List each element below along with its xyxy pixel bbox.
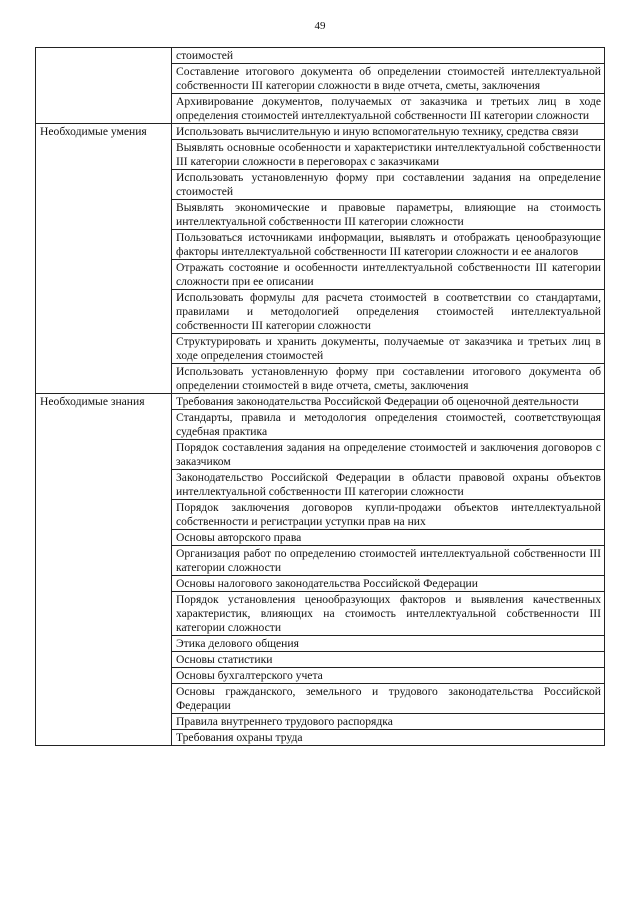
page-number: 49 (314, 20, 326, 32)
table-cell: Выявлять основные особенности и характеристики интеллектуальной собственности III категории сложности в переговорах с заказчиками (172, 140, 605, 170)
table-cell: Использовать вычислительную и иную вспомогательную технику, средства связи (172, 124, 605, 140)
competency-table-body (36, 48, 605, 746)
table-cell: Основы авторского права (172, 530, 605, 546)
table-cell: стоимостей (172, 48, 605, 64)
table-cell: Выявлять экономические и правовые параметры, влияющие на стоимость интеллектуальной собственности III категории сложности (172, 200, 605, 230)
table-cell: Требования законодательства Российской Федерации об оценочной деятельности (172, 394, 605, 410)
table-cell: Основы налогового законодательства Российской Федерации (172, 576, 605, 592)
table-cell: Архивирование документов, получаемых от заказчика и третьих лиц в ходе определения стоимостей интеллектуальной собственности III категории сложности (172, 94, 605, 124)
table-row (36, 124, 605, 140)
table-cell: Использовать установленную форму при составлении итогового документа об определении стоимостей в виде отчета, сметы, заключения (172, 364, 605, 394)
table-cell: Порядок составления задания на определение стоимостей и заключения договоров с заказчиком (172, 440, 605, 470)
competency-table (35, 47, 605, 746)
table-cell: Основы гражданского, земельного и трудового законодательства Российской Федерации (172, 684, 605, 714)
table-cell: Организация работ по определению стоимостей интеллектуальной собственности III категории сложности (172, 546, 605, 576)
group-label (36, 48, 172, 124)
table-row (36, 48, 605, 64)
table-cell: Правила внутреннего трудового распорядка (172, 714, 605, 730)
table-cell: Основы бухгалтерского учета (172, 668, 605, 684)
table-cell: Требования охраны труда (172, 730, 605, 746)
table-cell: Использовать формулы для расчета стоимостей в соответствии со стандартами, правилами и методологией определения стоимостей интеллектуальной собственности III категории сложности (172, 290, 605, 334)
table-cell: Составление итогового документа об определении стоимостей интеллектуальной собственности III категории сложности в виде отчета, сметы, заключения (172, 64, 605, 94)
table-cell: Этика делового общения (172, 636, 605, 652)
table-cell: Структурировать и хранить документы, получаемые от заказчика и третьих лиц в ходе определения стоимостей (172, 334, 605, 364)
table-cell: Порядок установления ценообразующих факторов и выявления качественных характеристик, влияющих на стоимость интеллектуальной собственности III категории сложности (172, 592, 605, 636)
group-label: Необходимые умения (36, 124, 172, 394)
table-cell: Пользоваться источниками информации, выявлять и отображать ценообразующие факторы интеллектуальной собственности III категории сложности и ее аналогов (172, 230, 605, 260)
table-row (36, 394, 605, 410)
table-cell: Законодательство Российской Федерации в области правовой охраны объектов интеллектуальной собственности III категории сложности (172, 470, 605, 500)
group-label: Необходимые знания (36, 394, 172, 746)
table-cell: Использовать установленную форму при составлении задания на определение стоимостей (172, 170, 605, 200)
table-cell: Отражать состояние и особенности интеллектуальной собственности III категории сложности при ее описании (172, 260, 605, 290)
table-cell: Стандарты, правила и методология определения стоимостей, соответствующая судебная практика (172, 410, 605, 440)
table-cell: Порядок заключения договоров купли-продажи объектов интеллектуальной собственности и регистрации уступки прав на них (172, 500, 605, 530)
table-cell: Основы статистики (172, 652, 605, 668)
